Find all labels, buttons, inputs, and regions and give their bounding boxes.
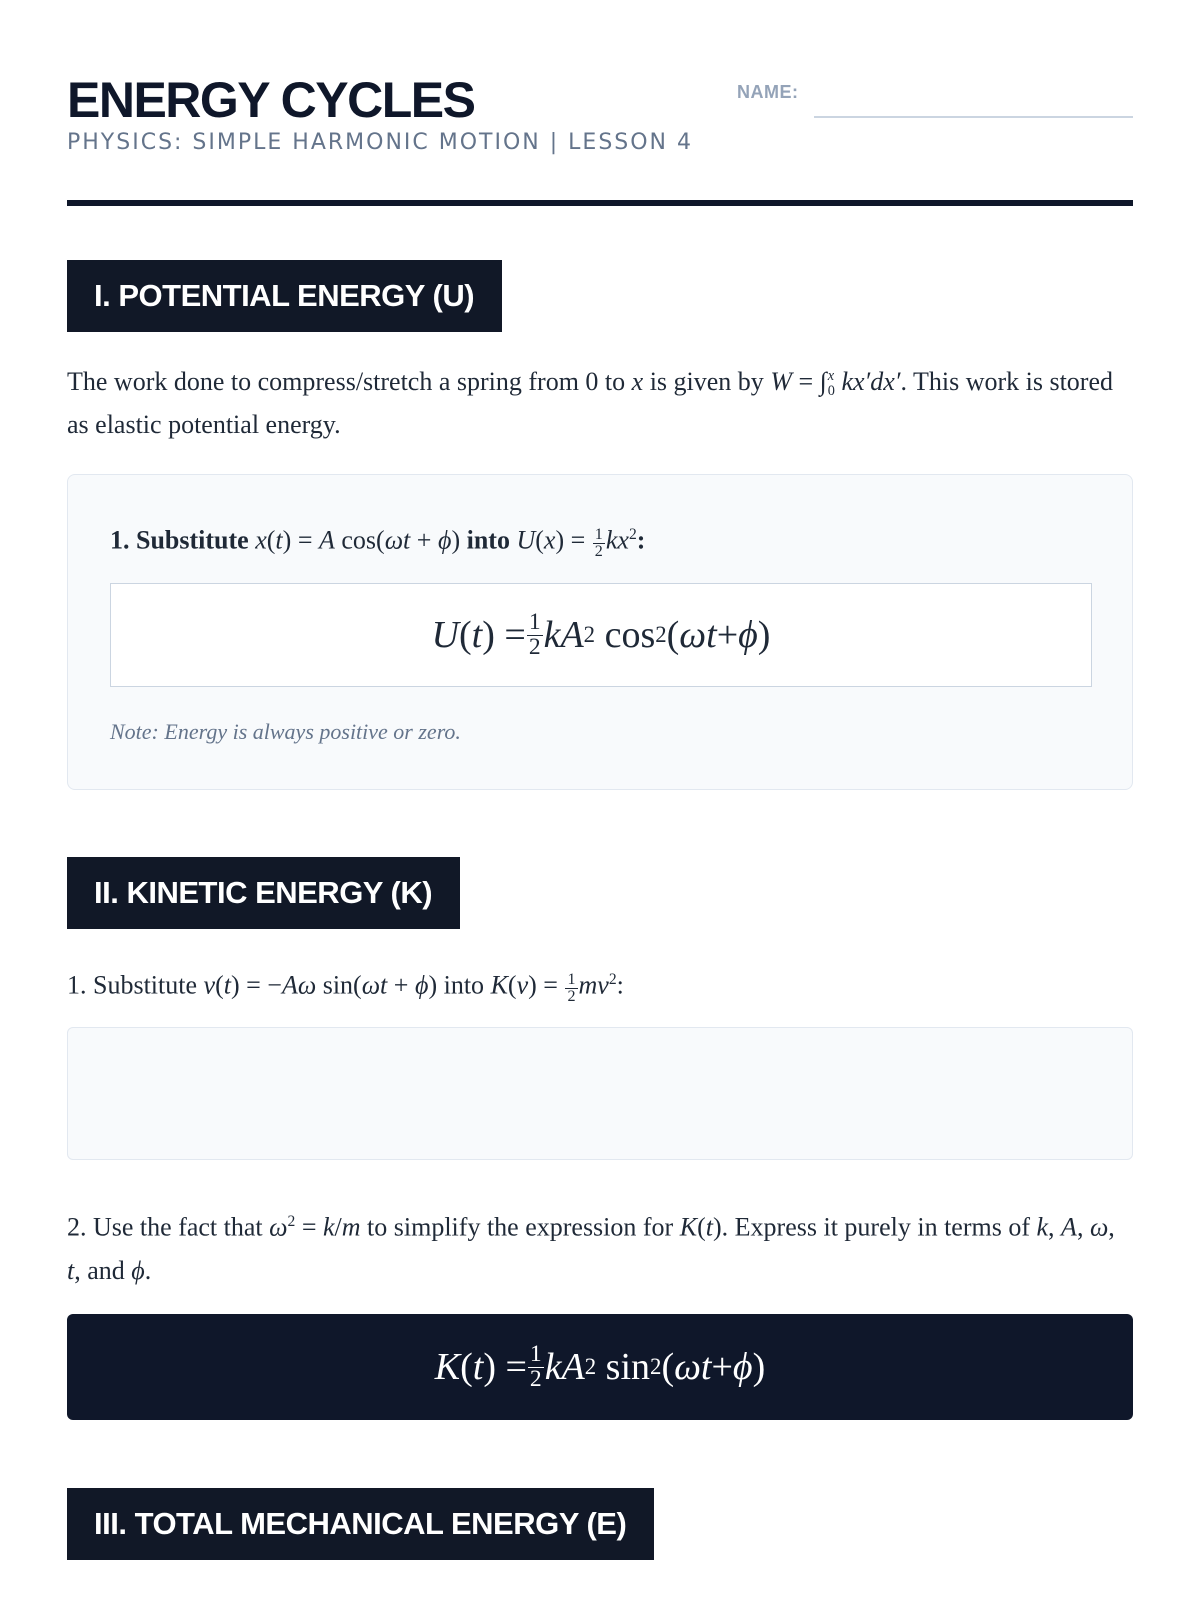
section-heading-total-energy: III. TOTAL MECHANICAL ENERGY (E) xyxy=(67,1488,654,1560)
section-heading-potential: I. POTENTIAL ENERGY (U) xyxy=(67,260,502,332)
kinetic-result-box: K ( t ) = $\frac{1}{2}$ kA 2 sin 2 ( ωt + ϕ ) xyxy=(67,1314,1133,1420)
kinetic-question-1: 1. Substitute v(t) = −Aω sin(ωt + ϕ) into K(v) = $\frac{1}{2}$ $mv^2$: xyxy=(67,970,624,1005)
potential-result-box: U ( t ) = $\frac{1}{2}$ kA 2 cos 2 ( ωt + ϕ ) xyxy=(110,583,1092,687)
worksheet-header xyxy=(67,70,1133,210)
name-label: NAME: xyxy=(737,82,799,102)
potential-question: 1. Substitute x(t) = A cos(ωt + ϕ) into U(x) = $\frac{1}{2}$ $kx^2$: xyxy=(110,525,646,560)
header-divider xyxy=(67,200,1133,206)
section-heading-kinetic: II. KINETIC ENERGY (K) xyxy=(67,857,460,929)
potential-exercise-card xyxy=(67,474,1133,790)
name-field-line[interactable] xyxy=(814,116,1133,118)
page-title: ENERGY CYCLES xyxy=(67,72,475,128)
potential-intro-text: The work done to compress/stretch a spring from 0 to x is given by W = ∫ x 0 kx′dx′. This work is stored as elastic potential energy. xyxy=(67,367,1114,439)
kinetic-question-2: 2. Use the fact that $\omega^2 = k/m$ to simplify the expression for K(t). Express it purely in terms of k, A, ω, t, and ϕ. xyxy=(67,1212,1115,1285)
page-subtitle: PHYSICS: SIMPLE HARMONIC MOTION | LESSON 4 xyxy=(67,130,694,155)
kinetic-answer-box[interactable] xyxy=(67,1027,1133,1160)
potential-note: Note: Energy is always positive or zero. xyxy=(110,719,461,744)
